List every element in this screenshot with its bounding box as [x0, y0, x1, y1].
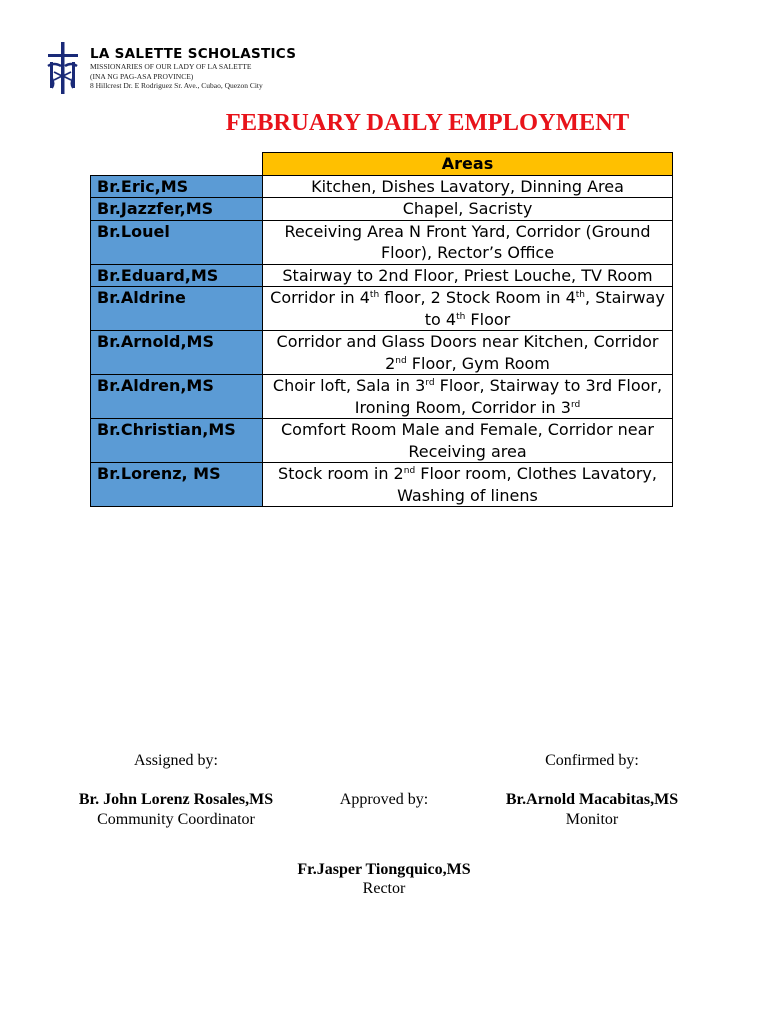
assigned-area: Comfort Room Male and Female, Corridor near Receiving area [263, 419, 673, 463]
assigned-area: Receiving Area N Front Yard, Corridor (Ground Floor), Rector’s Office [263, 220, 673, 264]
confirmed-by-label: Confirmed by: [545, 752, 639, 769]
confirmed-by-role: Monitor [565, 811, 619, 828]
assigned-by-name: Br. John Lorenz Rosales,MS [78, 791, 274, 808]
table-header-row [91, 153, 673, 176]
table-row [91, 220, 673, 264]
org-province: (INA NG PAG-ASA PROVINCE) [90, 71, 194, 81]
assigned-area: Stairway to 2nd Floor, Priest Louche, TV Room [263, 264, 673, 287]
org-header [90, 46, 296, 91]
assigned-by-label: Assigned by: [134, 752, 218, 769]
confirmed-by-name: Br.Arnold Macabitas,MS [505, 791, 679, 808]
rector-name: Fr.Jasper Tiongquico,MS [297, 861, 471, 878]
table-row [91, 287, 673, 331]
page-title: FEBRUARY DAILY EMPLOYMENT [225, 109, 630, 136]
table-row [91, 375, 673, 419]
brother-name: Br.Aldren,MS [91, 375, 263, 419]
table-row [91, 264, 673, 287]
assigned-area: Corridor and Glass Doors near Kitchen, Corridor 2nd Floor, Gym Room [263, 331, 673, 375]
assigned-area: Stock room in 2nd Floor room, Clothes Lavatory, Washing of linens [263, 463, 673, 507]
brother-name: Br.Aldrine [91, 287, 263, 331]
assigned-area: Kitchen, Dishes Lavatory, Dinning Area [263, 175, 673, 198]
approved-by-label: Approved by: [339, 791, 429, 808]
blank-header-cell [91, 153, 263, 176]
brother-name: Br.Arnold,MS [91, 331, 263, 375]
employment-table [90, 152, 673, 507]
org-address: 8 Hillcrest Dr. E Rodriguez Sr. Ave., Cubao, Quezon City [90, 81, 263, 90]
org-subtitle: MISSIONARIES OF OUR LADY OF LA SALETTE [90, 62, 252, 71]
brother-name: Br.Christian,MS [91, 419, 263, 463]
table-row [91, 331, 673, 375]
brother-name: Br.Lorenz, MS [91, 463, 263, 507]
brother-name: Br.Jazzfer,MS [91, 198, 263, 221]
areas-header: Areas [263, 153, 673, 176]
assigned-by-role: Community Coordinator [97, 811, 255, 828]
table-row [91, 463, 673, 507]
brother-name: Br.Louel [91, 220, 263, 264]
brother-name: Br.Eduard,MS [91, 264, 263, 287]
table-row [91, 198, 673, 221]
cross-logo-icon [44, 42, 82, 94]
brother-name: Br.Eric,MS [91, 175, 263, 198]
assigned-area: Corridor in 4th floor, 2 Stock Room in 4th, Stairway to 4th Floor [263, 287, 673, 331]
table-row [91, 419, 673, 463]
assigned-area: Choir loft, Sala in 3rd Floor, Stairway to 3rd Floor, Ironing Room, Corridor in 3rd [263, 375, 673, 419]
table-row [91, 175, 673, 198]
org-name: LA SALETTE SCHOLASTICS [90, 46, 297, 62]
assigned-area: Chapel, Sacristy [263, 198, 673, 221]
rector-role: Rector [362, 880, 406, 897]
